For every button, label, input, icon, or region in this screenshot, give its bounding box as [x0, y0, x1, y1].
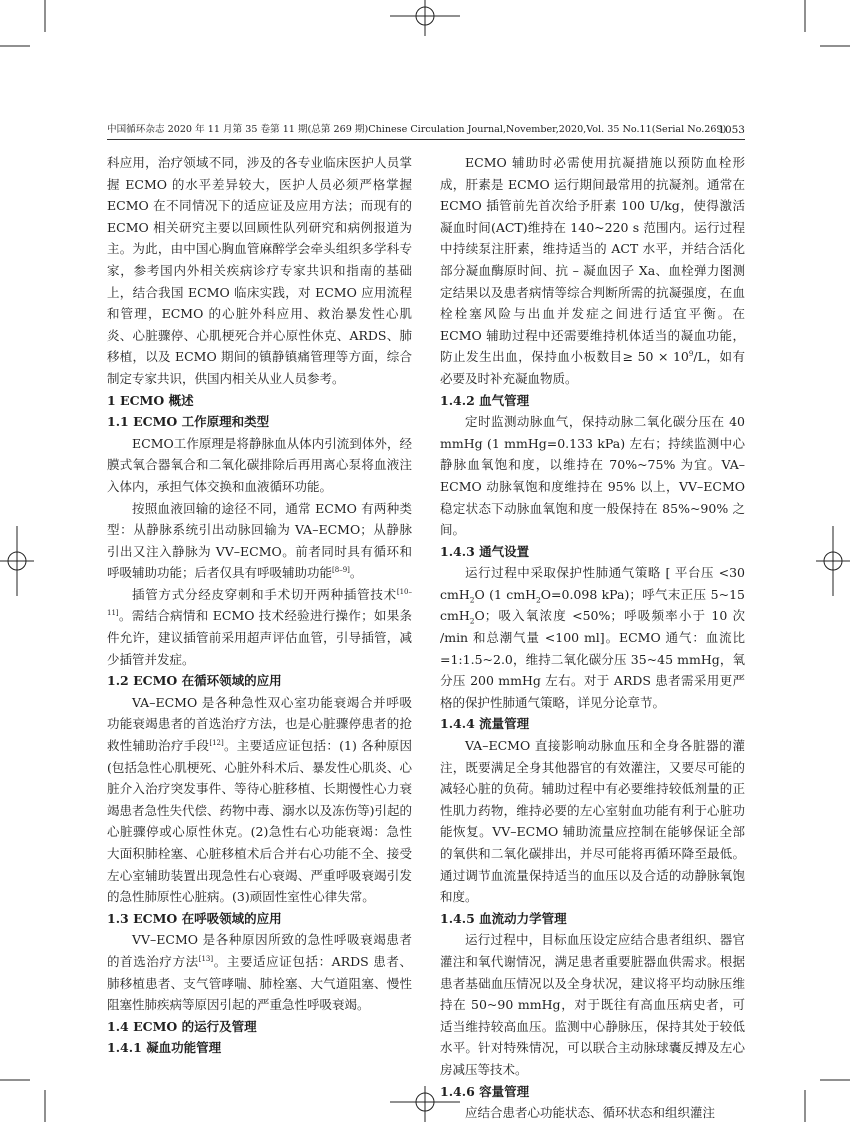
paragraph-flow: VA–ECMO 直接影响动脉血压和全身各脏器的灌注，既要满足全身其他器官的有效灌注，又要尽可能的减轻心脏的负荷。辅助过程中有必要维持较低剂量的正性肌力药物，维持必要的左心室射血功能有利于心脏功能恢复。VV–ECMO 辅助流量应控制在能够保证全部的氧供和二氧化碳排出，并尽可能将再循环降至最低。通过调节血流量保持适当的血压以及合适的动静脉氧饱和度。 [440, 738, 745, 905]
section-heading-1-4: 1.4 ECMO 的运行及管理 [107, 1018, 257, 1034]
paragraph-anticoagulation: ECMO 辅助时必需使用抗凝措施以预防血栓形成，肝素是 ECMO 运行期间最常用的抗凝剂。通常在 ECMO 插管前先首次给予肝素 100 U/kg，使得激活凝血时间(ACT)维持在 140~220 s 范围内。运行过程中持续泵注肝素，维持适当的 ACT 水平，并结合活化部分凝血酶原时间、抗 – 凝血因子 Xa、血栓弹力图测定结果以及患者病情等综合判断所需的抗凝强度，在血栓栓塞风险与出血并发症之间进行适宜平衡。在 ECMO 辅助过程中还需要维持机体适当的凝血功能，防止发生出血，保持血小板数目≥ $50 \times 10^9/L$，如有必要及时补充凝血物质。 [440, 155, 745, 386]
section-heading-1-4-3: 1.4.3 通气设置 [440, 543, 530, 559]
paragraph-types: 按照血液回输的途径不同，通常 ECMO 有两种类型：从静脉系统引出动脉回输为 VA–ECMO；从静脉引出又注入静脉为 VV–ECMO。前者同时具有循环和呼吸辅助功能；后者仅具有呼吸辅助功能[8–9]。 [107, 500, 412, 581]
citation: [12] [209, 738, 224, 747]
citation: [13] [198, 954, 214, 963]
section-heading-1-4-6: 1.4.6 容量管理 [440, 1083, 530, 1099]
paragraph-intro-continued: 科应用，治疗领域不同，涉及的各专业临床医护人员掌握 ECMO 的水平差异较大，医护人员必须严格掌握 ECMO 在不同情况下的适应证及应用方法；而现有的 ECMO 相关研究主要以回顾性队列研究和病例报道为主。为此，由中国心胸血管麻醉学会牵头组织多学科专家，参考国内外相关疾病诊疗专家共识和指南的基础上，结合我国 ECMO 临床实践，对 ECMO 应用流程和管理，ECMO 的心脏外科应用、救治暴发性心肌炎、心脏骤停、心肌梗死合并心原性休克、ARDS、肺移植，以及 ECMO 期间的镇静镇痛管理等方面，综合制定专家共识，供国内相关从业人员参考。 [107, 155, 412, 386]
page-number: 1053 [718, 124, 745, 136]
paragraph-principle: ECMO工作原理是将静脉血从体内引流到体外，经膜式氧合器氧合和二氧化碳排除后再用离心泵将血液注入体内，承担气体交换和血液循环功能。 [107, 435, 412, 494]
right-column [440, 152, 745, 1124]
paragraph-hemodynamics: 运行过程中，目标血压设定应结合患者组织、器官灌注和氧代谢情况，满足患者重要脏器血供需求。根据患者基础血压情况以及全身状况，建议将平均动脉压维持在 50~90 mmHg，对于既往有高血压病史者，可适当维持较高血压。监测中心静脉压，保持其处于较低水平。针对特殊情况，可以联合主动脉球囊反搏及左心房减压等技术。 [440, 932, 745, 1077]
section-heading-1-3: 1.3 ECMO 在呼吸领域的应用 [107, 910, 282, 926]
paragraph-volume: 应结合患者心功能状态、循环状态和组织灌注 [465, 1105, 716, 1121]
paragraph-cannulation: 插管方式分经皮穿刺和手术切开两种插管技术[10–11]。需结合病情和 ECMO 技术经验进行操作；如果条件允许，建议插管前采用超声评估血管，引导插管，减少插管并发症。 [107, 586, 412, 667]
section-heading-1: 1 ECMO 概述 [107, 392, 194, 408]
running-header [107, 121, 745, 140]
section-heading-1-4-1: 1.4.1 凝血功能管理 [107, 1040, 222, 1056]
section-heading-1-2: 1.2 ECMO 在循环领域的应用 [107, 673, 282, 689]
citation: [10–11] [107, 587, 412, 618]
paragraph-blood-gas: 定时监测动脉血气，保持动脉二氧化碳分压在 40 mmHg (1 mmHg=0.133 kPa) 左右；持续监测中心静脉血氧饱和度，以维持在 70%~75% 为宜。VA–ECMO 动脉氧饱和度维持在 95% 以上，VV–ECMO 稳定状态下动脉血氧饱和度一般保持在 85%~90% 之间。 [440, 414, 745, 538]
paragraph-ventilation: 运行过程中采取保护性肺通气策略 [ 平台压 <30 cmH$_2$O (1 cmH$_2$O=0.098 kPa)；呼气末正压 5~15 cmH$_2$O；吸入氧浓度 <50%；呼吸频率小于 10 次 /min 和总潮气量 <100 ml]。ECMO 通气：血流比 =1:1.5~2.0，维持二氧化碳分压 35~45 mmHg，氧分压 200 mmHg 左右。对于 ARDS 患者需采用更严格的保护性肺通气策略，详见分论章节。 [440, 565, 745, 710]
paragraph-va-ecmo: VA–ECMO 是各种急性双心室功能衰竭合并呼吸功能衰竭患者的首选治疗方法，也是心脏骤停患者的抢救性辅助治疗手段[12]。主要适应证包括：(1) 各种原因(包括急性心肌梗死、心脏外科术后、暴发性心肌炎、心脏介入治疗突发事件、等待心脏移植、长期慢性心力衰竭患者急性失代偿、药物中毒、溺水以及冻伤等)引起的心脏骤停或心原性休克。(2)急性右心功能衰竭：急性大面积肺栓塞、心脏移植术后合并右心功能不全、接受左心室辅助装置出现急性右心衰竭、严重呼吸衰竭引发的急性肺原性心脏病。(3)顽固性室性心律失常。 [107, 694, 412, 905]
paragraph-vv-ecmo: VV–ECMO 是各种原因所致的急性呼吸衰竭患者的首选治疗方法[13]。主要适应证包括：ARDS 患者、肺移植患者、支气管哮喘、肺栓塞、大气道阻塞、慢性阻塞性肺疾病等原因引起的严重急性呼吸衰竭。 [107, 932, 412, 1013]
section-heading-1-4-2: 1.4.2 血气管理 [440, 392, 530, 408]
citation: [8–9] [332, 566, 350, 575]
section-heading-1-4-5: 1.4.5 血流动力学管理 [440, 910, 567, 926]
left-column [107, 152, 412, 1059]
running-title: 中国循环杂志 2020 年 11 月第 35 卷第 11 期(总第 269 期)Chinese Circulation Journal,November,2020,Vol. 35 No.11(Serial No.269) [107, 124, 727, 135]
section-heading-1-1: 1.1 ECMO 工作原理和类型 [107, 414, 270, 430]
section-heading-1-4-4: 1.4.4 流量管理 [440, 716, 530, 732]
